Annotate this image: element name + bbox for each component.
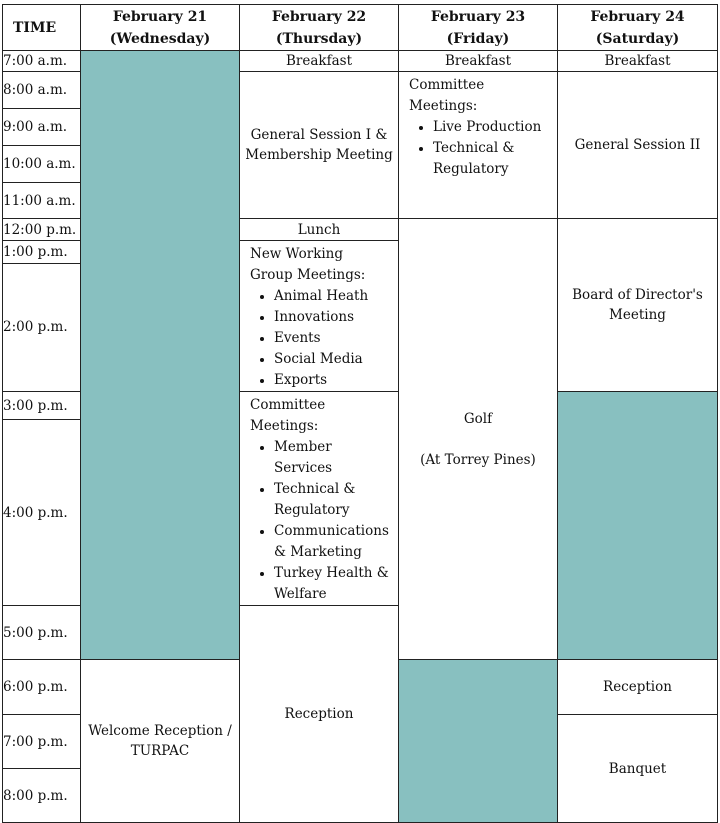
time-label: 5:00 p.m. [3,606,81,660]
board-meeting-saturday: Board of Director's Meeting [558,219,718,392]
list-item: • Communications & Marketing [274,521,390,563]
list-item: • Technical & Regulatory [274,479,390,521]
breakfast-friday: Breakfast [399,51,558,72]
day-header-wednesday: February 21 (Wednesday) [81,5,240,51]
time-label: 7:00 a.m. [3,51,81,72]
working-group-title: New Working Group Meetings: [250,246,366,283]
header-row [3,5,718,51]
new-working-group-meetings [240,241,399,392]
lunch-thursday: Lunch [240,219,399,241]
time-header: TIME [3,5,81,51]
breakfast-thursday: Breakfast [240,51,399,72]
time-label: 3:00 p.m. [3,392,81,420]
empty-block-friday-evening [399,660,558,823]
time-label: 12:00 p.m. [3,219,81,241]
general-session-1: General Session I & Membership Meeting [240,72,399,219]
list-item: • Exports [274,370,390,391]
committee-thursday-title: Committee Meetings: [250,397,326,434]
empty-block-saturday-afternoon [558,392,718,660]
time-label: 11:00 a.m. [3,183,81,219]
list-item: • Animal Heath [274,286,390,307]
time-label: 7:00 p.m. [3,715,81,769]
breakfast-saturday: Breakfast [558,51,718,72]
schedule-table [2,4,718,823]
reception-saturday: Reception [558,660,718,715]
time-label: 8:00 p.m. [3,769,81,823]
list-item: • Social Media [274,349,390,370]
time-label: 9:00 a.m. [3,109,81,146]
general-session-2: General Session II [558,72,718,219]
golf-friday: Golf (At Torrey Pines) [399,219,558,660]
working-group-list [250,286,390,391]
committee-thursday-list [250,437,390,605]
list-item: • Turkey Health & Welfare [274,563,390,605]
day-header-thursday: February 22 (Thursday) [240,5,399,51]
time-label: 6:00 p.m. [3,660,81,715]
committee-friday-title: Committee Meetings: [409,77,485,114]
welcome-reception-wednesday: Welcome Reception / TURPAC [81,660,240,823]
list-item: • Events [274,328,390,349]
empty-block-wednesday-day [81,51,240,660]
time-label: 1:00 p.m. [3,241,81,264]
list-item: • Technical & Regulatory [433,138,549,180]
committee-meetings-friday [399,72,558,219]
list-item: • Live Production [433,117,549,138]
committee-friday-list [409,117,549,180]
day-header-friday: February 23 (Friday) [399,5,558,51]
list-item: • Innovations [274,307,390,328]
time-label: 10:00 a.m. [3,146,81,183]
banquet-saturday: Banquet [558,715,718,823]
time-label: 2:00 p.m. [3,263,81,391]
reception-thursday: Reception [240,606,399,823]
committee-meetings-thursday [240,392,399,606]
day-header-saturday: February 24 (Saturday) [558,5,718,51]
list-item: • Member Services [274,437,390,479]
time-label: 8:00 a.m. [3,72,81,109]
time-label: 4:00 p.m. [3,420,81,606]
